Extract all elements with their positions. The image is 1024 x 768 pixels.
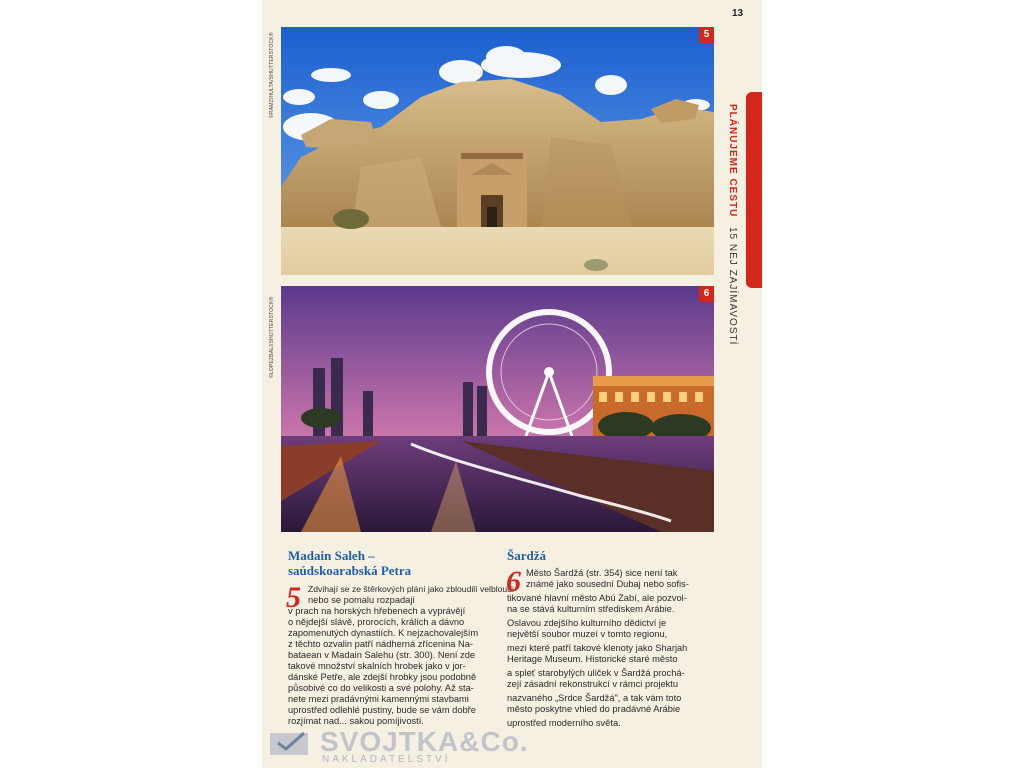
photo-credit: ©LOPEZBALI/SHUTTERSTOCK® <box>269 296 275 378</box>
article-number-5: 5 <box>286 581 301 614</box>
text-line: mezi které patří takové klenoty jako Sharjah <box>507 643 688 653</box>
chapter-label <box>727 104 738 346</box>
text-line: o nějdejší slávě, prorocích, králích a dávno <box>288 617 465 627</box>
text-line: z těchto ozvalin patří nádherná zřícenina Na- <box>288 639 474 649</box>
madain-saleh-photo <box>281 27 714 275</box>
photo-number-5: 5 <box>699 27 714 43</box>
heading-line: saúdskoarabská Petra <box>288 563 412 578</box>
text-line: dánské Petře, ale zdejší hrobky jsou podobně <box>288 672 477 682</box>
text-line: bataean v Madain Salehu (str. 300). Není zde <box>288 650 476 660</box>
publisher-logo-icon <box>270 729 314 757</box>
publisher-watermark-sub: NAKLADATELSTVÍ <box>322 754 451 765</box>
chapter-tab <box>746 92 762 288</box>
photo-credit: ©RAMZIHULTA/SHUTTERSTOCK® <box>269 32 275 118</box>
publisher-watermark: SVOJTKA&Co. <box>320 726 529 757</box>
article-5-heading <box>288 548 488 578</box>
text-line: nebo se pomalu rozpadají <box>308 595 415 605</box>
text-line: zapomenutých dynastiích. K nejzachovalejším <box>288 628 479 638</box>
text-line: nazvaného „Srdce Šardžá", a tak vám toto <box>507 693 682 703</box>
text-line: na se stává kulturním střediskem Arábie. <box>507 604 675 614</box>
section-title: PLÁNUJEME CESTU <box>727 104 738 218</box>
text-line: Zdvihají se ze štěrkových plání jako zbloudilí velbloudi <box>308 584 514 594</box>
article-number-6: 6 <box>506 565 521 598</box>
text-line: uprostřed odlehlé pustiny, bude se vám dobře <box>288 705 476 715</box>
text-line: nete mezi pradávnými kamennými stavbami <box>288 694 469 704</box>
text-line: v prach na horských hřebenech a vyprávějí <box>288 606 466 616</box>
article-6-heading <box>507 548 707 563</box>
heading-line: Madain Saleh – <box>288 548 375 563</box>
text-line: zejí zásadní rekonstrukcí v rámci projektu <box>507 679 679 689</box>
text-line: Oslavou zdejšího kulturního dědictví je <box>507 618 667 628</box>
text-line: působivé co do velikosti a své polohy. Až sta- <box>288 683 474 693</box>
heading-line: Šardžá <box>507 548 546 563</box>
text-line: největší soubor muzeí v tomto regionu, <box>507 629 668 639</box>
text-line: známé jako sousední Dubaj nebo sofis- <box>526 579 689 589</box>
section-subtitle: 15 NEJ ZAJÍMAVOSTÍ <box>727 227 738 346</box>
text-line: takové množství skalních hrobek jako v jor- <box>288 661 466 671</box>
text-line: Heritage Museum. Historické staré město <box>507 654 678 664</box>
page-number: 13 <box>732 8 744 19</box>
sharjah-night-photo <box>281 286 714 532</box>
text-line: město poskytne vhled do pradávné Arábie <box>507 704 681 714</box>
text-line: Město Šardžá (str. 354) sice není tak <box>526 568 678 578</box>
text-line: rozjímat nad... sakou pomíjivostí. <box>288 716 424 726</box>
text-line: tikované hlavní město Abú Zabí, ale pozvol- <box>507 593 687 603</box>
text-line: uprostřed moderního světa. <box>507 718 621 728</box>
photo-number-6: 6 <box>699 286 714 302</box>
text-line: a spleť starobylých uliček v Šardžá prochá- <box>507 668 685 678</box>
